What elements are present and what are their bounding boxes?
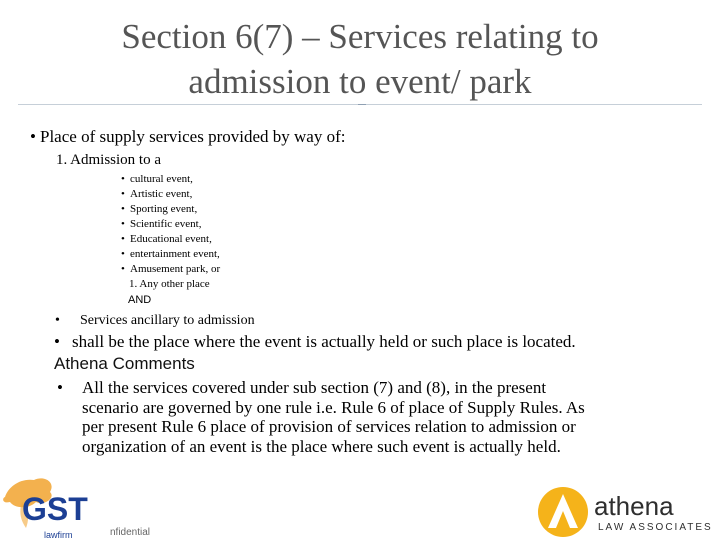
bullet-dot: • bbox=[54, 332, 60, 351]
place-of-supply-text: Place of supply services provided by way of: bbox=[40, 127, 346, 146]
athena-comments-heading: Athena Comments bbox=[54, 354, 195, 373]
bullet-dot: • bbox=[121, 218, 125, 230]
bullet-dot: • bbox=[121, 263, 125, 275]
slide-title-line-2: admission to event/ park bbox=[188, 62, 532, 101]
place-of-supply-bullet bbox=[30, 127, 346, 147]
event-type-item: • Sporting event, bbox=[121, 203, 198, 215]
services-comment-line: per present Rule 6 place of provision of services relation to admission or bbox=[82, 417, 576, 436]
place-held-text: shall be the place where the event is actually held or such place is located. bbox=[72, 332, 576, 351]
bullet-dot: • bbox=[121, 188, 125, 200]
and-label: AND bbox=[128, 294, 152, 306]
gst-logo bbox=[0, 472, 110, 540]
bullet-dot: • bbox=[57, 378, 63, 397]
admission-heading: 1. Admission to a bbox=[56, 152, 162, 168]
bullet-dot: • bbox=[121, 248, 125, 260]
services-comment-line: All the services covered under sub section (7) and (8), in the present bbox=[82, 378, 547, 397]
services-comment bbox=[82, 378, 702, 456]
gst-logo-subtext: lawfirm bbox=[44, 530, 73, 540]
athena-logo-name: athena bbox=[594, 491, 674, 521]
services-comment-line: organization of an event is the place where such event is actually held. bbox=[82, 436, 561, 456]
slide-title bbox=[60, 14, 660, 104]
event-type-item: • Scientific event, bbox=[121, 218, 202, 230]
services-comment-line: scenario are governed by one rule i.e. Rule 6 of place of Supply Rules. As bbox=[82, 397, 585, 417]
bullet-dot: • bbox=[55, 313, 60, 328]
athena-logo-tagline: LAW ASSOCIATES bbox=[598, 522, 713, 533]
bullet-dot: • bbox=[121, 203, 125, 215]
gst-logo-text: GST bbox=[22, 491, 88, 527]
bullet-dot: • bbox=[121, 173, 125, 185]
slide-title-line-1: Section 6(7) – Services relating to bbox=[121, 17, 599, 56]
ancillary-text: Services ancillary to admission bbox=[80, 313, 255, 328]
place-held-bullet bbox=[54, 332, 576, 352]
event-type-item: • entertainment event, bbox=[121, 248, 220, 260]
ancillary-bullet bbox=[55, 313, 255, 329]
athena-logo bbox=[538, 484, 720, 540]
event-type-item: • Amusement park, or bbox=[121, 263, 221, 275]
confidential-label: nfidential bbox=[110, 527, 151, 538]
event-type-item: • cultural event, bbox=[121, 173, 193, 185]
event-type-item: • Educational event, bbox=[121, 233, 212, 245]
any-other-place: 1. Any other place bbox=[129, 278, 210, 290]
bullet-dot: • bbox=[30, 127, 36, 146]
title-divider-accent bbox=[358, 104, 366, 105]
bullet-dot: • bbox=[121, 233, 125, 245]
event-type-item: • Artistic event, bbox=[121, 188, 193, 200]
